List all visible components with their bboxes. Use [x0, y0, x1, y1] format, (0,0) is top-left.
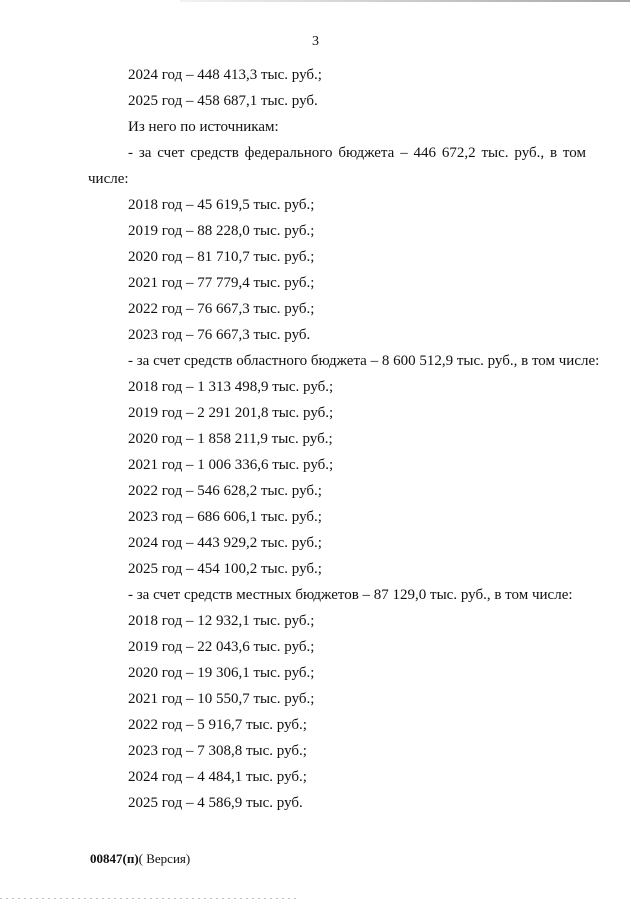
text-line: 2019 год – 88 228,0 тыс. руб.; — [128, 223, 315, 239]
regional-budget-heading: - за счет средств областного бюджета – 8 600 512,9 тыс. руб., в том числе: — [128, 353, 600, 369]
scan-bottom-noise — [0, 898, 300, 899]
text-line: 2021 год – 10 550,7 тыс. руб.; — [128, 691, 315, 707]
text-line: 2024 год – 448 413,3 тыс. руб.; — [128, 67, 322, 83]
text-line: 2025 год – 454 100,2 тыс. руб.; — [128, 561, 322, 577]
text-line: 2018 год – 45 619,5 тыс. руб.; — [128, 197, 315, 213]
text-line: 2022 год – 76 667,3 тыс. руб.; — [128, 301, 315, 317]
text-line: 2023 год – 7 308,8 тыс. руб.; — [128, 743, 307, 759]
local-budget-heading: - за счет средств местных бюджетов – 87 129,0 тыс. руб., в том числе: — [128, 587, 573, 603]
scan-top-edge — [180, 0, 630, 2]
text-line: 2020 год – 1 858 211,9 тыс. руб.; — [128, 431, 333, 447]
text-line: 2021 год – 77 779,4 тыс. руб.; — [128, 275, 315, 291]
text-line: 2022 год – 5 916,7 тыс. руб.; — [128, 717, 307, 733]
text-line: 2022 год – 546 628,2 тыс. руб.; — [128, 483, 322, 499]
text-line: 2018 год – 1 313 498,9 тыс. руб.; — [128, 379, 334, 395]
text-line: 2024 год – 4 484,1 тыс. руб.; — [128, 769, 307, 785]
text-line: 2020 год – 19 306,1 тыс. руб.; — [128, 665, 315, 681]
text-line: 2023 год – 686 606,1 тыс. руб.; — [128, 509, 322, 525]
document-version: ( Версия) — [138, 851, 191, 866]
text-line: 2019 год – 2 291 201,8 тыс. руб.; — [128, 405, 334, 421]
text-line: 2019 год – 22 043,6 тыс. руб.; — [128, 639, 315, 655]
federal-budget-heading-cont: числе: — [88, 171, 129, 187]
text-line: 2018 год – 12 932,1 тыс. руб.; — [128, 613, 315, 629]
page-number: 3 — [312, 34, 319, 49]
text-line: 2025 год – 458 687,1 тыс. руб. — [128, 93, 318, 109]
text-line: 2025 год – 4 586,9 тыс. руб. — [128, 795, 303, 811]
text-line: 2020 год – 81 710,7 тыс. руб.; — [128, 249, 315, 265]
federal-budget-heading: - за счет средств федерального бюджета – 446 672,2 тыс. руб., в том — [128, 145, 586, 161]
section-intro: Из него по источникам: — [128, 119, 279, 135]
document-footer — [90, 851, 190, 867]
text-line: 2023 год – 76 667,3 тыс. руб. — [128, 327, 311, 343]
text-line: 2024 год – 443 929,2 тыс. руб.; — [128, 535, 322, 551]
text-line: 2021 год – 1 006 336,6 тыс. руб.; — [128, 457, 334, 473]
document-code: 00847(п) — [90, 851, 139, 866]
